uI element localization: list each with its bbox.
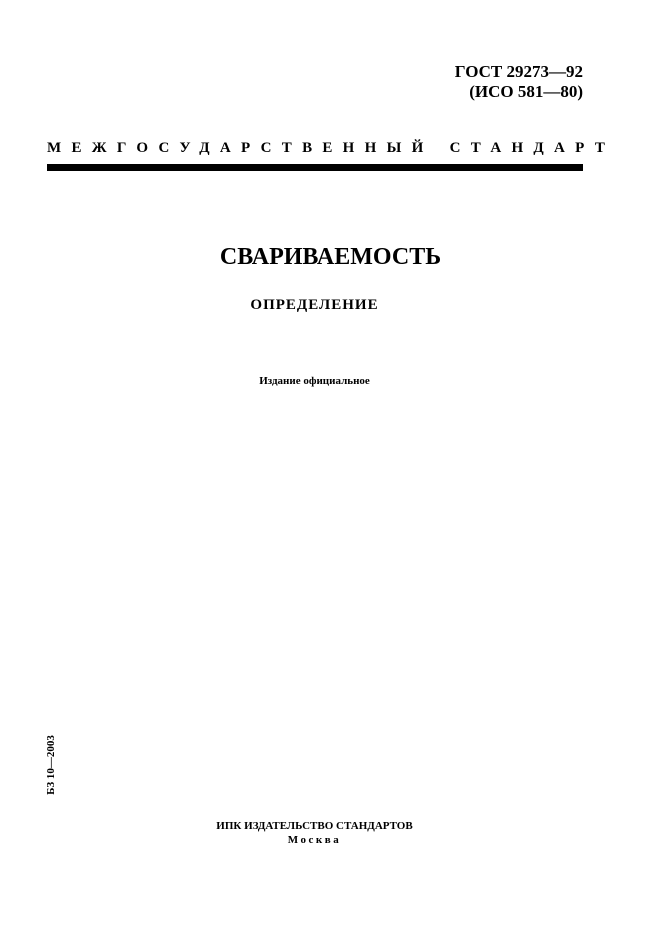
banner-word-interstate: МЕЖГОСУДАРСТВЕННЫЙ [47,140,434,156]
publisher-city: Москва [287,834,342,846]
header-rule [47,164,583,171]
publisher-block [0,819,629,847]
publisher-name: ИПК ИЗДАТЕЛЬСТВО СТАНДАРТОВ [216,820,413,832]
interstate-standard-banner [47,140,616,157]
side-code-block [36,733,66,797]
edition-note: Издание официальное [259,375,370,387]
iso-number: (ИСО 581—80) [469,82,583,101]
standard-number: ГОСТ 29273—92 [454,62,583,81]
side-code: БЗ 10—2003 [45,735,57,795]
document-title: СВАРИВАЕМОСТЬ [219,244,442,270]
banner-word-standard: СТАНДАРТ [449,140,616,156]
standard-number-block [455,62,583,102]
document-subtitle: ОПРЕДЕЛЕНИЕ [250,297,379,313]
